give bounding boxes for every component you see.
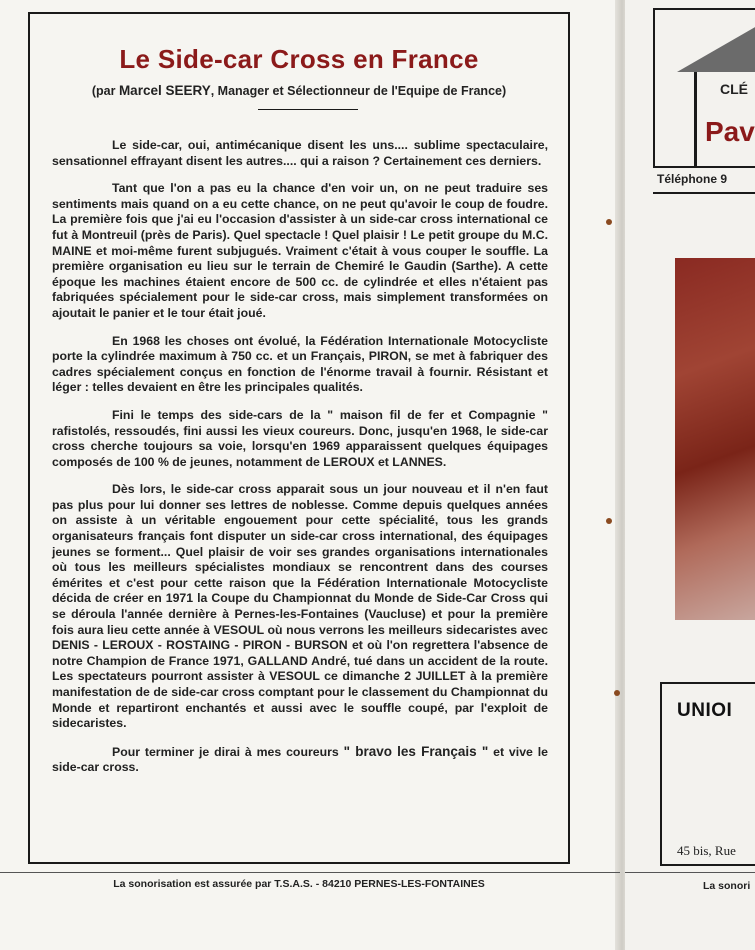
article-title: Le Side-car Cross en France [119, 44, 479, 74]
article-byline [28, 83, 570, 98]
closing-paragraph [52, 744, 548, 776]
byline-name: Marcel SEERY [118, 83, 211, 98]
closing-quote: " bravo les Français " [343, 743, 489, 759]
right-ad-address: 45 bis, Rue [677, 843, 736, 858]
right-page-footer: La sonori [703, 880, 751, 892]
paragraph-1: Le side-car, oui, antimécanique disent les uns.... sublime spectaculaire, sensationnel effrayant disent les autres.... qui a raison ? Certainement ces derniers. [52, 138, 548, 168]
byline-suffix: , Manager et Sélectionneur de l'Equipe de France) [210, 84, 507, 98]
paragraph-3: En 1968 les choses ont évolué, la Fédération Internationale Motocycliste porte la cylindrée maximum à 750 cc. et un Français, PIRON, se met à fabriquer des cadres spécialement conçus en fonction de l'énorme travail à fournir. Résistant et léger : telles devaient en être les principales qualités. [52, 333, 548, 395]
right-ad-union: UNIOI [677, 700, 733, 721]
right-bottom-rule [625, 872, 755, 873]
right-ad-rule [653, 192, 755, 194]
title-rule [258, 109, 358, 110]
right-ad-cle: CLÉ [720, 81, 748, 97]
paragraph-2: Tant que l'on a pas eu la chance d'en voir un, on ne peut traduire ses sentiments mais quand on a eu cette chance, on ne peut qu'avoir le coup de foudre. La première fois que j'ai eu l'occasion d'assister à un side-car cross international ce fut à Montreuil (près de Paris). Quel spectacle ! Quel plaisir ! Le petit groupe du M.C. MAINE et moi-même furent subjugués. Vraiment c'était à vous couper le souffle. La première organisation eu lieu sur le terrain de Chemiré le Gaudin (Sarthe). A cette époque les machines étaient encore de 500 cc. de cylindrée et elles n'étaient pas fabriquées spécialement pour le side-car cross, mais simplement transformées on ajoutait le panier et le tour était joué. [52, 181, 548, 320]
byline-prefix: (par [91, 84, 119, 98]
page-footer: La sonorisation est assurée par T.S.A.S. - 84210 PERNES-LES-FONTAINES [113, 878, 485, 890]
sidecar-photo [675, 258, 755, 620]
closing-suffix: et vive le side-car cross. [52, 744, 548, 775]
roof-graphic [677, 26, 755, 72]
article-body [52, 138, 548, 788]
staple-mark [606, 518, 612, 524]
bottom-rule [0, 872, 620, 873]
paragraph-5: Dès lors, le side-car cross apparait sous un jour nouveau et il n'en faut pas plus pour lui donner ses lettres de noblesse. Comme depuis quelques années on assiste à un véritable engouement pour cette spécialité, tous les grands organisateurs français font disputer un side-car cross international, des équipages jeunes se forment... Quel plaisir de voir ses grandes organisations internationales où tous les meilleurs spécialistes mondiaux se rencontrent dans des courses émérites et c'est pour cette raison que la Fédération Internationale Motocycliste décida de créer en 1971 la Coupe du Championnat du Monde de Side-Car Cross qui se déroula l'année dernière à Pernes-les-Fontaines (Vaucluse) et pour la première fois aura lieu cette année à VESOUL où nous verrons les meilleurs sidecaristes avec DENIS - LEROUX - ROSTAING - PIRON - BURSON et où l'on regrettera l'absence de notre Champion de France 1971, GALLAND André, tué dans un accident de la route. Les spectateurs pourront assister à VESOUL ce dimanche 2 JUILLET à la première manifestation de de side-car cross comptant pour le classement du Championnat du Monde et repartiront enchantés et aussi avec le souffle coupé, par l'exploit de sidecaristes. [52, 482, 548, 731]
right-ad-pav: Pav [705, 116, 755, 147]
right-ad-telephone: Téléphone 9 [657, 172, 728, 186]
paragraph-4: Fini le temps des side-cars de la " maison fil de fer et Compagnie " rafistolés, ressoudés, fini aussi les vieux coureurs. Donc, jusqu'en 1968, le side-car cross cherche toujours sa voie, lorsqu'en 1969 apparaissent quelques équipages composés de 100 % de jeunes, notamment de LEROUX et LANNES. [52, 407, 548, 469]
right-page [625, 0, 755, 950]
staple-mark [606, 219, 612, 225]
ad-bar [694, 72, 697, 168]
staple-mark [614, 690, 620, 696]
closing-prefix: Pour terminer je dirai à mes coureurs [112, 744, 344, 759]
